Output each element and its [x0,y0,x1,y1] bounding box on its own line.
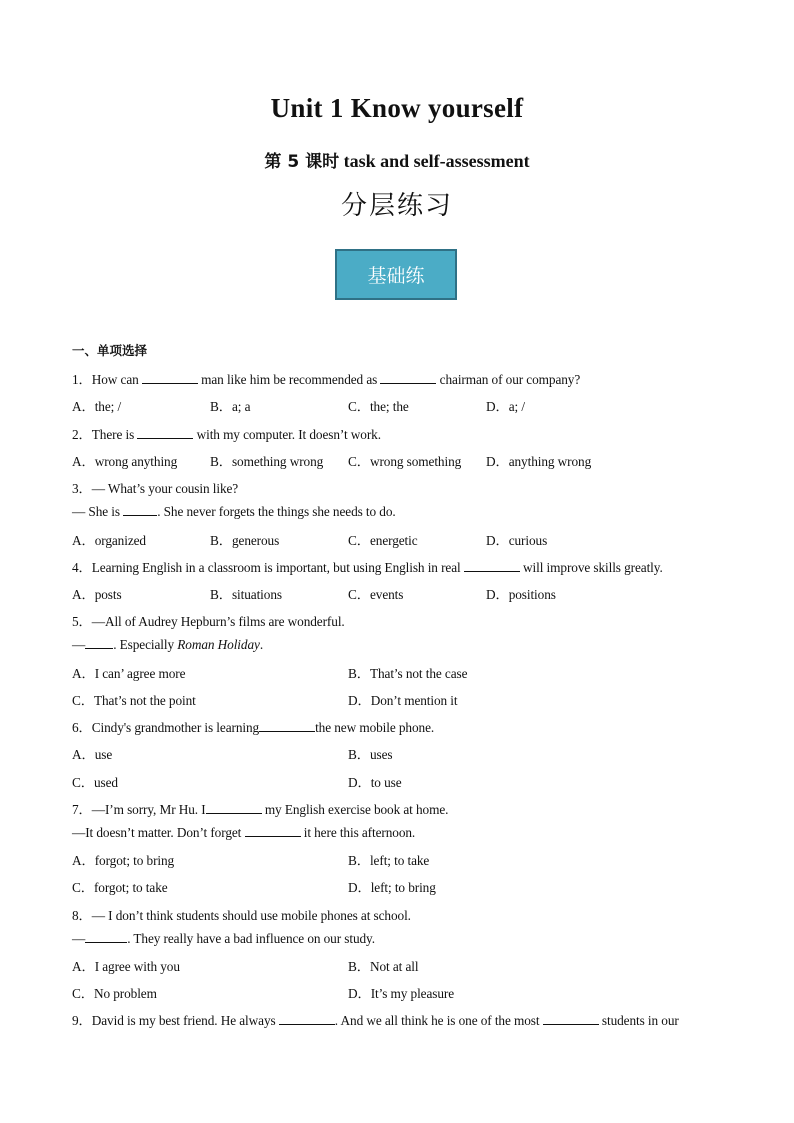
option-b: B．a; a [210,399,251,414]
lesson-number: 第 5 课时 [264,152,340,172]
option-c: C．No problem [72,986,157,1001]
option-c: C．the; the [348,399,409,414]
practice-heading: 分层练习 [340,191,453,221]
option-a: A．organized [72,533,146,548]
lesson-subtitle [0,147,794,172]
option-b: B．That’s not the case [348,666,468,681]
option-b: B．left; to take [348,853,430,868]
question-7-response: —It doesn’t matter. Don’t forget it here this afternoon. [72,825,416,840]
option-d: D．It’s my pleasure [348,986,455,1001]
option-a: A．the; / [72,399,122,414]
option-c: C．energetic [348,533,418,548]
option-d: D．positions [486,587,556,602]
answer-blank [206,802,262,814]
option-c: C．wrong something [348,454,462,469]
question-9-stem: 9．David is my best friend. He always . And we all think he is one of the most students in our [72,1013,679,1028]
option-b: B．Not at all [348,959,419,974]
question-6-stem: 6．Cindy's grandmother is learning the new mobile phone. [72,720,435,735]
option-b: B．situations [210,587,282,602]
option-a: A．I can’ agree more [72,666,186,681]
question-8-response: — . They really have a bad influence on our study. [72,931,375,946]
answer-blank [543,1013,599,1025]
answer-blank [85,637,113,649]
question-4-stem: 4．Learning English in a classroom is important, but using English in real will improve skills greatly. [72,560,663,575]
answer-blank [464,560,520,572]
answer-blank [142,372,198,384]
option-c: C．used [72,775,118,790]
option-b: B．uses [348,747,393,762]
section-heading: 一、单项选择 [72,343,148,358]
answer-blank [85,931,127,943]
question-5-response: — . Especially Roman Holiday. [72,637,264,652]
question-5-stem: 5．—All of Audrey Hepburn’s films are wonderful. [72,614,345,629]
option-d: D．to use [348,775,402,790]
level-badge: 基础练 [335,249,457,300]
option-a: A．wrong anything [72,454,178,469]
document-title: Unit 1 Know yourself [270,93,524,123]
option-d: D．curious [486,533,548,548]
option-b: B．something wrong [210,454,324,469]
answer-blank [279,1013,335,1025]
option-c: C．events [348,587,404,602]
lesson-topic: task and self-assessment [343,151,530,171]
question-3-stem: 3．— What’s your cousin like? [72,481,239,496]
option-d: D．Don’t mention it [348,693,458,708]
answer-blank [259,720,315,732]
question-1-stem: 1．How can man like him be recommended as chairman of our company? [72,372,581,387]
option-c: C．That’s not the point [72,693,196,708]
option-c: C．forgot; to take [72,880,168,895]
option-b: B．generous [210,533,280,548]
answer-blank [137,427,193,439]
option-a: A．use [72,747,113,762]
answer-blank [123,504,157,516]
option-a: A．forgot; to bring [72,853,175,868]
option-d: D．a; / [486,399,525,414]
option-d: D．anything wrong [486,454,592,469]
option-a: A．posts [72,587,122,602]
option-a: A．I agree with you [72,959,180,974]
question-2-stem: 2．There is with my computer. It doesn’t work. [72,427,381,442]
question-8-stem: 8．— I don’t think students should use mobile phones at school. [72,908,411,923]
option-d: D．left; to bring [348,880,436,895]
question-3-response: — She is . She never forgets the things she needs to do. [72,504,396,519]
answer-blank [380,372,436,384]
question-7-stem: 7．—I’m sorry, Mr Hu. I my English exercise book at home. [72,802,449,817]
answer-blank [245,825,301,837]
